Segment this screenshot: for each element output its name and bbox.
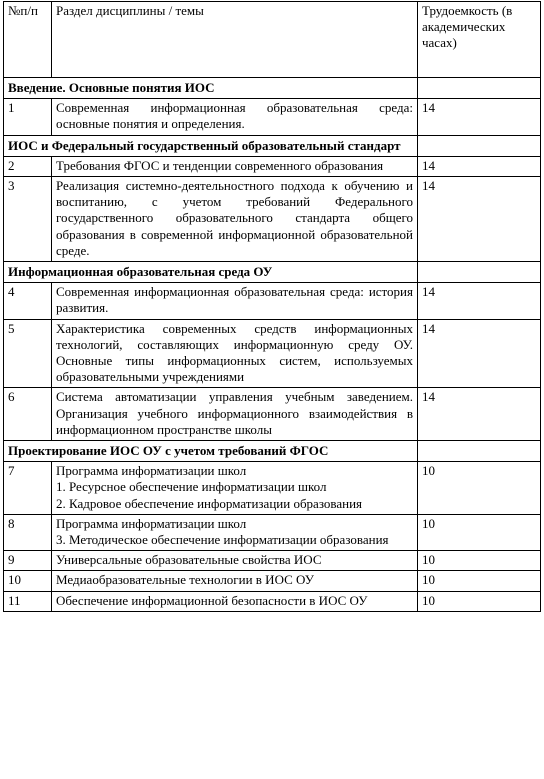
- row-hours: 10: [418, 462, 541, 515]
- row-hours: 14: [418, 319, 541, 388]
- row-number: 1: [4, 99, 52, 135]
- row-topic: [52, 283, 418, 319]
- row-number: 10: [4, 571, 52, 591]
- row-number: 5: [4, 319, 52, 388]
- row-hours: 14: [418, 283, 541, 319]
- section-hours-cell: [418, 262, 541, 283]
- row-hours: 10: [418, 571, 541, 591]
- row-number: 3: [4, 177, 52, 262]
- row-topic: [52, 319, 418, 388]
- row-hours: 14: [418, 177, 541, 262]
- table-row: [4, 283, 541, 319]
- topic-line: Программа информатизации школ: [56, 463, 247, 479]
- table-row: [4, 571, 541, 591]
- section-row: [4, 262, 541, 283]
- row-hours: 10: [418, 514, 541, 550]
- table-row: [4, 514, 541, 550]
- row-topic: [52, 551, 418, 571]
- section-title: Информационная образовательная среда ОУ: [4, 262, 418, 283]
- header-hours: Трудоемкость (в академических часах): [418, 2, 541, 78]
- topic-line: Характеристика современных средств информационных технологий, составляющих информационную среду ОУ. Основные типы информационных систем, используемых образовательными учреждениями: [56, 320, 413, 385]
- topic-line: Требования ФГОС и тенденции современного образования: [56, 157, 384, 173]
- section-title: Введение. Основные понятия ИОС: [4, 78, 418, 99]
- table-row: [4, 591, 541, 611]
- row-number: 6: [4, 388, 52, 441]
- row-number: 11: [4, 591, 52, 611]
- row-topic: [52, 462, 418, 515]
- section-hours-cell: [418, 78, 541, 99]
- table-row: [4, 462, 541, 515]
- row-hours: 14: [418, 156, 541, 176]
- topic-line: 3. Методическое обеспечение информатизации образования: [56, 532, 389, 548]
- header-row: [4, 2, 541, 78]
- table-row: [4, 99, 541, 135]
- topic-line: 2. Кадровое обеспечение информатизации образования: [56, 495, 363, 511]
- row-hours: 14: [418, 99, 541, 135]
- row-hours: 10: [418, 591, 541, 611]
- row-topic: [52, 177, 418, 262]
- section-hours-cell: [418, 441, 541, 462]
- topic-line: Реализация системно-деятельностного подхода к обучению и воспитанию, с учетом требований Федерального государственного образовательного стандарта общего образования в современной информационной образовательной среде.: [56, 178, 413, 258]
- topic-line: Современная информационная образовательная среда: история развития.: [56, 284, 413, 316]
- topic-line: Программа информатизации школ: [56, 515, 247, 531]
- header-num: №п/п: [4, 2, 52, 78]
- section-title: Проектирование ИОС ОУ с учетом требований ФГОС: [4, 441, 418, 462]
- row-number: 7: [4, 462, 52, 515]
- topic-line: 1. Ресурсное обеспечение информатизации школ: [56, 479, 327, 495]
- row-topic: [52, 591, 418, 611]
- row-topic: [52, 156, 418, 176]
- header-topic: Раздел дисциплины / темы: [52, 2, 418, 78]
- row-hours: 14: [418, 388, 541, 441]
- row-number: 8: [4, 514, 52, 550]
- topic-line: Система автоматизации управления учебным заведением. Организация учебного информационного взаимодействия в информационном пространстве школы: [56, 389, 413, 437]
- table-row: [4, 319, 541, 388]
- curriculum-table: [3, 1, 541, 612]
- topic-line: Обеспечение информационной безопасности в ИОС ОУ: [56, 592, 368, 608]
- row-topic: [52, 514, 418, 550]
- table-row: [4, 388, 541, 441]
- row-hours: 10: [418, 551, 541, 571]
- section-row: [4, 135, 541, 156]
- table-row: [4, 177, 541, 262]
- section-hours-cell: [418, 135, 541, 156]
- topic-line: Современная информационная образовательная среда: основные понятия и определения.: [56, 100, 413, 132]
- section-title: ИОС и Федеральный государственный образовательный стандарт: [4, 135, 418, 156]
- row-topic: [52, 99, 418, 135]
- curriculum-document: [3, 1, 540, 612]
- table-row: [4, 551, 541, 571]
- table-row: [4, 156, 541, 176]
- section-row: [4, 441, 541, 462]
- section-row: [4, 78, 541, 99]
- row-topic: [52, 571, 418, 591]
- row-number: 4: [4, 283, 52, 319]
- row-topic: [52, 388, 418, 441]
- topic-line: Медиаобразовательные технологии в ИОС ОУ: [56, 572, 314, 588]
- row-number: 2: [4, 156, 52, 176]
- topic-line: Универсальные образовательные свойства ИОС: [56, 552, 322, 568]
- row-number: 9: [4, 551, 52, 571]
